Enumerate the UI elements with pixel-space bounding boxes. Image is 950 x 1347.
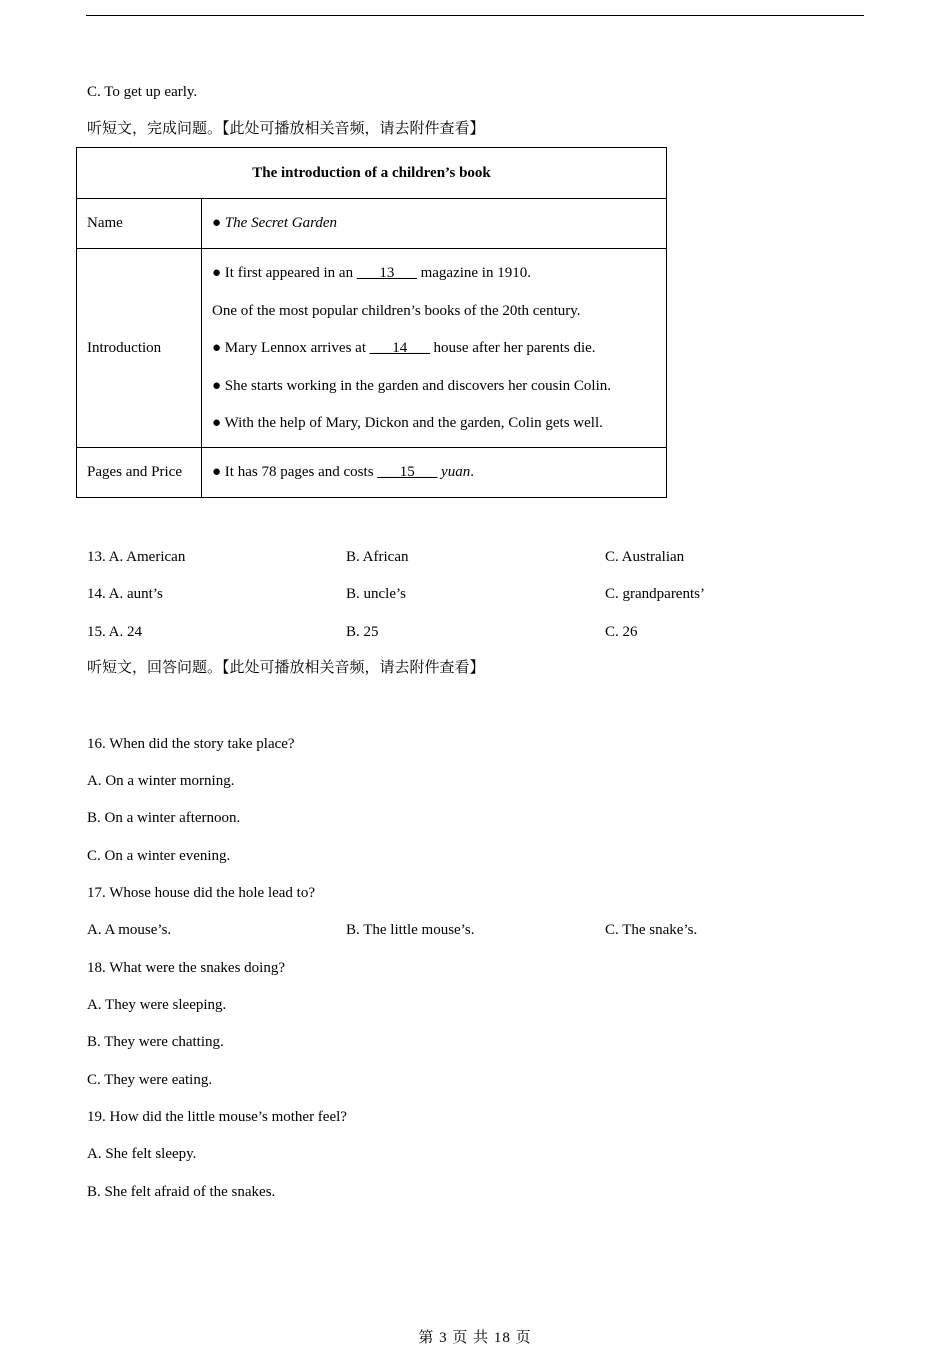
bullet: ● <box>212 215 222 231</box>
q15-option-a: 15. A. 24 <box>87 624 143 640</box>
q16-option-b: B. On a winter afternoon. <box>87 810 241 826</box>
book-title: The Secret Garden <box>224 215 338 231</box>
name-value-cell <box>202 199 667 249</box>
q14-option-b: B. uncle’s <box>346 586 406 602</box>
q19-stem: 19. How did the little mouse’s mother feel? <box>87 1109 347 1125</box>
q16-option-c: C. On a winter evening. <box>87 848 231 864</box>
q17-stem: 17. Whose house did the hole lead to? <box>87 885 316 901</box>
blank-15: ___15___ <box>377 464 438 480</box>
question-17-options <box>87 921 847 939</box>
intro-line-5: ● With the help of Mary, Dickon and the garden, Colin gets well. <box>212 415 603 431</box>
price-cell: ● It has 78 pages and costs ___15___ yuan. <box>202 448 667 498</box>
q18-option-b: B. They were chatting. <box>87 1034 224 1050</box>
q16-stem: 16. When did the story take place? <box>87 736 295 752</box>
book-intro-table <box>76 147 667 498</box>
intro-cell <box>202 249 667 448</box>
q13-option-c: C. Australian <box>605 549 685 565</box>
price-unit: yuan <box>441 464 471 480</box>
q17-option-a: A. A mouse’s. <box>87 922 172 938</box>
blank-13: ___13___ <box>356 265 417 281</box>
prev-option-c: C. To get up early. <box>87 84 198 100</box>
intro-line-2: One of the most popular children’s books of the 20th century. <box>212 302 581 319</box>
q14-option-a: 14. A. aunt’s <box>87 586 163 602</box>
q14-option-c: C. grandparents’ <box>605 586 705 602</box>
page-footer: 第 3 页 共 18 页 <box>418 1330 532 1346</box>
q18-option-a: A. They were sleeping. <box>87 997 227 1013</box>
q18-option-c: C. They were eating. <box>87 1072 213 1088</box>
table-row-price <box>77 448 667 498</box>
question-13 <box>87 548 847 566</box>
q13-option-a: 13. A. American <box>87 549 186 565</box>
header-rule <box>86 15 864 16</box>
q18-stem: 18. What were the snakes doing? <box>87 960 285 976</box>
q19-option-b: B. She felt afraid of the snakes. <box>87 1184 276 1200</box>
blank-14: ___14___ <box>369 340 430 356</box>
intro-line-1: ● It first appeared in an ___13___ magazine in 1910. <box>212 265 531 281</box>
table-row-name <box>77 199 667 249</box>
q15-option-b: B. 25 <box>346 624 379 640</box>
q13-option-b: B. African <box>346 549 409 565</box>
intro-line-3: ● Mary Lennox arrives at ___14___ house after her parents die. <box>212 340 596 356</box>
q19-option-a: A. She felt sleepy. <box>87 1146 197 1162</box>
question-14 <box>87 585 847 603</box>
name-label: Name <box>77 199 202 249</box>
section1-instruction: 听短文，完成问题。【此处可播放相关音频，请去附件查看】 <box>87 121 485 137</box>
table-title: The introduction of a children’s book <box>77 148 667 199</box>
question-15 <box>87 623 847 641</box>
intro-line-4: ● She starts working in the garden and discovers her cousin Colin. <box>212 377 611 394</box>
q15-option-c: C. 26 <box>605 624 638 640</box>
intro-label: Introduction <box>77 249 202 448</box>
q17-option-b: B. The little mouse’s. <box>346 922 475 938</box>
section2-instruction: 听短文，回答问题。【此处可播放相关音频，请去附件查看】 <box>87 660 485 676</box>
q17-option-c: C. The snake’s. <box>605 922 698 938</box>
table-row-introduction <box>77 249 667 448</box>
price-label: Pages and Price <box>77 448 202 498</box>
q16-option-a: A. On a winter morning. <box>87 773 235 789</box>
